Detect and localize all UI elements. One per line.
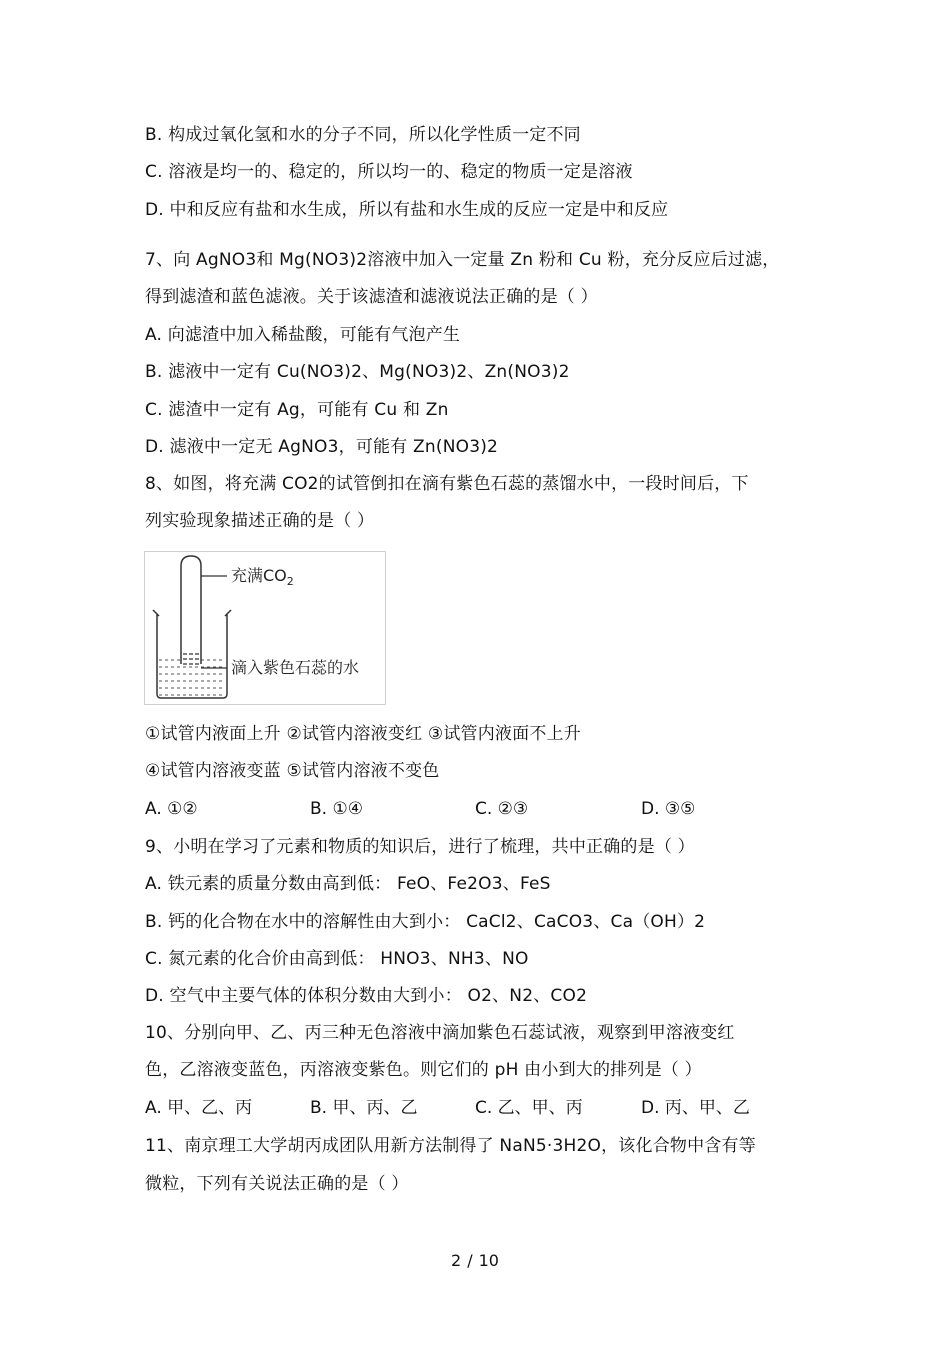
figure-label-litmus-water: 滴入紫色石蕊的水 [231, 658, 360, 677]
q10-option-c: C. 乙、甲、丙 [475, 1098, 583, 1118]
q11-stem-line2: 微粒，下列有关说法正确的是（ ） [145, 1174, 409, 1194]
q9-option-d: D. 空气中主要气体的体积分数由大到小： O2、N2、CO2 [145, 986, 588, 1006]
q8-statements-line2: ④试管内溶液变蓝 ⑤试管内溶液不变色 [145, 761, 440, 781]
q10-options [145, 1096, 805, 1120]
q10-option-a: A. 甲、乙、丙 [145, 1098, 253, 1118]
q7-stem-line2: 得到滤渣和蓝色滤液。关于该滤渣和滤液说法正确的是（ ） [145, 287, 598, 307]
q9-option-b: B. 钙的化合物在水中的溶解性由大到小： CaCl2、CaCO3、Ca（OH）2 [145, 912, 706, 932]
q7-option-a: A. 向滤渣中加入稀盐酸，可能有气泡产生 [145, 325, 461, 345]
q8-option-b: B. ①④ [310, 799, 363, 819]
q8-stem-line2: 列实验现象描述正确的是（ ） [145, 511, 375, 531]
q8-option-a: A. ①② [145, 799, 198, 819]
figure-label-co2-subscript: 2 [286, 575, 294, 589]
page-footer [0, 1251, 950, 1271]
page-total: 10 [478, 1251, 499, 1270]
q11-stem-line1: 11、南京理工大学胡丙成团队用新方法制得了 NaN5·3H2O，该化合物中含有等 [145, 1136, 756, 1156]
q9-option-a: A. 铁元素的质量分数由高到低： FeO、Fe2O3、FeS [145, 874, 551, 894]
q7-stem-line1: 7、向 AgNO3和 Mg(NO3)2溶液中加入一定量 Zn 粉和 Cu 粉，充分反应后过滤， [145, 250, 780, 270]
q6-option-b: B. 构成过氧化氢和水的分子不同，所以化学性质一定不同 [145, 125, 581, 145]
q6-option-d: D. 中和反应有盐和水生成，所以有盐和水生成的反应一定是中和反应 [145, 200, 669, 220]
q10-option-b: B. 甲、丙、乙 [310, 1098, 418, 1118]
q8-statements-line1: ①试管内液面上升 ②试管内溶液变红 ③试管内液面不上升 [145, 724, 581, 744]
q9-stem: 9、小明在学习了元素和物质的知识后，进行了梳理，共中正确的是（ ） [145, 837, 695, 857]
page-separator: / [467, 1251, 473, 1270]
q8-options [145, 797, 805, 821]
q7-option-d: D. 滤液中一定无 AgNO3，可能有 Zn(NO3)2 [145, 437, 499, 457]
q9-option-c: C. 氮元素的化合价由高到低： HNO3、NH3、NO [145, 949, 529, 969]
q6-option-c: C. 溶液是均一的、稳定的，所以均一的、稳定的物质一定是溶液 [145, 162, 633, 182]
q7-option-c: C. 滤渣中一定有 Ag，可能有 Cu 和 Zn [145, 400, 449, 420]
figure-label-co2 [231, 566, 294, 592]
q8-option-c: C. ②③ [475, 799, 529, 819]
q10-option-d: D. 丙、甲、乙 [641, 1098, 750, 1118]
figure-label-co2-text: 充满CO [231, 566, 287, 585]
q8-option-d: D. ③⑤ [641, 799, 696, 819]
experiment-figure [144, 551, 386, 705]
q8-stem-line1: 8、如图，将充满 CO2的试管倒扣在滴有紫色石蕊的蒸馏水中，一段时间后，下 [145, 474, 749, 494]
page-number: 2 [451, 1251, 462, 1270]
q10-stem-line2: 色，乙溶液变蓝色，丙溶液变紫色。则它们的 pH 由小到大的排列是（ ） [145, 1060, 702, 1080]
q7-option-b: B. 滤液中一定有 Cu(NO3)2、Mg(NO3)2、Zn(NO3)2 [145, 362, 570, 382]
q10-stem-line1: 10、分别向甲、乙、丙三种无色溶液中滴加紫色石蕊试液，观察到甲溶液变红 [145, 1023, 735, 1043]
